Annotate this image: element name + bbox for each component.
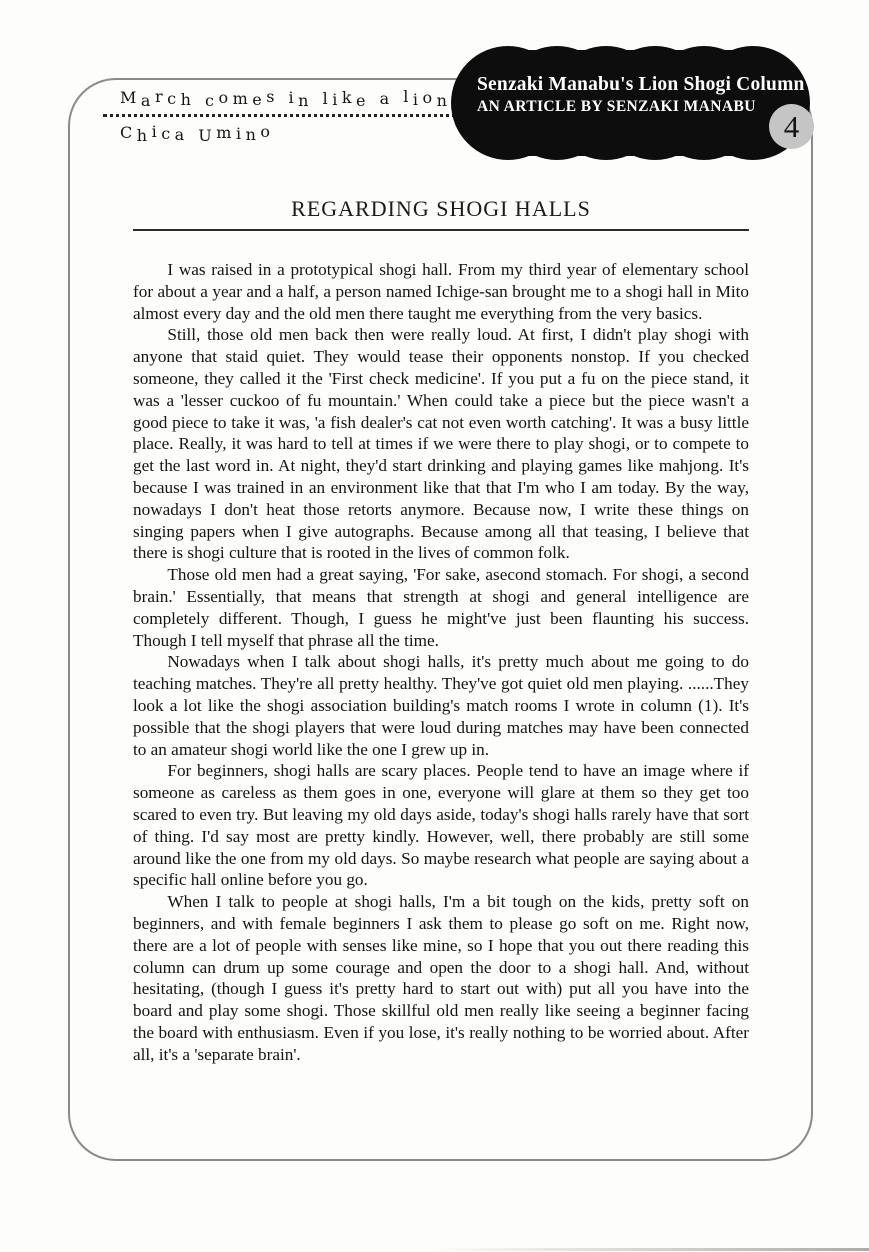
banner-subtitle: AN ARTICLE BY SENZAKI MANABU — [477, 98, 756, 115]
scan-artifact — [430, 1248, 869, 1251]
article-paragraph: Nowadays when I talk about shogi halls, it's pretty much about me going to do teaching matches. They're all pretty healthy. They've got quiet old men playing. ......They look a lot like the shogi association building's match rooms I wrote in column (1). It's possible that the shogi players that were loud during matches may have been connected to an amateur shogi world like the one I grew up in. — [133, 652, 749, 759]
article-body — [133, 259, 749, 1065]
page-number: 4 — [783, 108, 800, 144]
dotted-divider — [103, 114, 469, 117]
article-title: REGARDING SHOGI HALLS — [291, 196, 591, 221]
article-paragraph: Those old men had a great saying, 'For sake, asecond stomach. For shogi, a second brain.' Essentially, that means that strength at shogi and general intelligence are completely different. Though, I guess he might've just been flaunting his success. Though I tell myself that phrase all the time. — [133, 565, 749, 650]
series-header — [103, 86, 469, 145]
series-author: Chica Umino — [120, 122, 275, 145]
page-number-badge — [769, 104, 814, 149]
title-rule — [133, 229, 749, 231]
article-paragraph: For beginners, shogi halls are scary places. People tend to have an image where if someone as careless as them goes in one, everyone will glare at them so they get too scared to even try. But leaving my old days aside, today's shogi halls rarely have that sort of thing. I'd say most are pretty kindly. However, well, there probably are still some around like the one from my old days. So maybe research what people are saying about a specific hall online before you go. — [133, 761, 749, 890]
article-paragraph: I was raised in a prototypical shogi hall. From my third year of elementary school for about a year and a half, a person named Ichige-san brought me to a shogi hall in Mito almost every day and the old men there taught me everything from the very basics. — [133, 260, 749, 323]
column-banner — [450, 42, 814, 164]
article-paragraph: When I talk to people at shogi halls, I'm a bit tough on the kids, pretty soft on beginners, and with female beginners I ask them to please go soft on me. Right now, there are a lot of people with senses like mine, so I hope that you out there reading this column can drum up some courage and open the door to a shogi hall. And, without hesitating, (though I guess it's pretty hard to start out with) put all you have into the board and play some shogi. Those skillful old men really like seeing a beginner facing the board with enthusiasm. Even if you lose, it's really nothing to be worried about. After all, it's a 'separate brain'. — [133, 892, 749, 1064]
article-paragraph: Still, those old men back then were really loud. At first, I didn't play shogi with anyone that staid quiet. They would tease their opponents nonstop. If you checked someone, they called it the 'First check medicine'. If you put a fu on the piece stand, it was a 'lesser cuckoo of fu mountain.' When could take a piece but the piece wasn't a good piece to take it was, 'a fish dealer's cat not even worth catching'. It was a busy little place. Really, it was hard to tell at times if we were there to play shogi, or to compete to get the last word in. At night, they'd start drinking and playing games like mahjong. It's because I was trained in an environment like that that I'm who I am today. By the way, nowadays I don't heat those retorts anymore. Because now, I write these things on singing papers when I give autographs. Because among all that teasing, I believe that there is shogi culture that is rooted in the lives of common folk. — [133, 325, 749, 563]
banner-text — [477, 73, 805, 116]
article-title-block — [133, 196, 749, 231]
series-title: March comes in like a lion — [120, 87, 452, 110]
banner-title: Senzaki Manabu's Lion Shogi Column — [477, 74, 805, 95]
